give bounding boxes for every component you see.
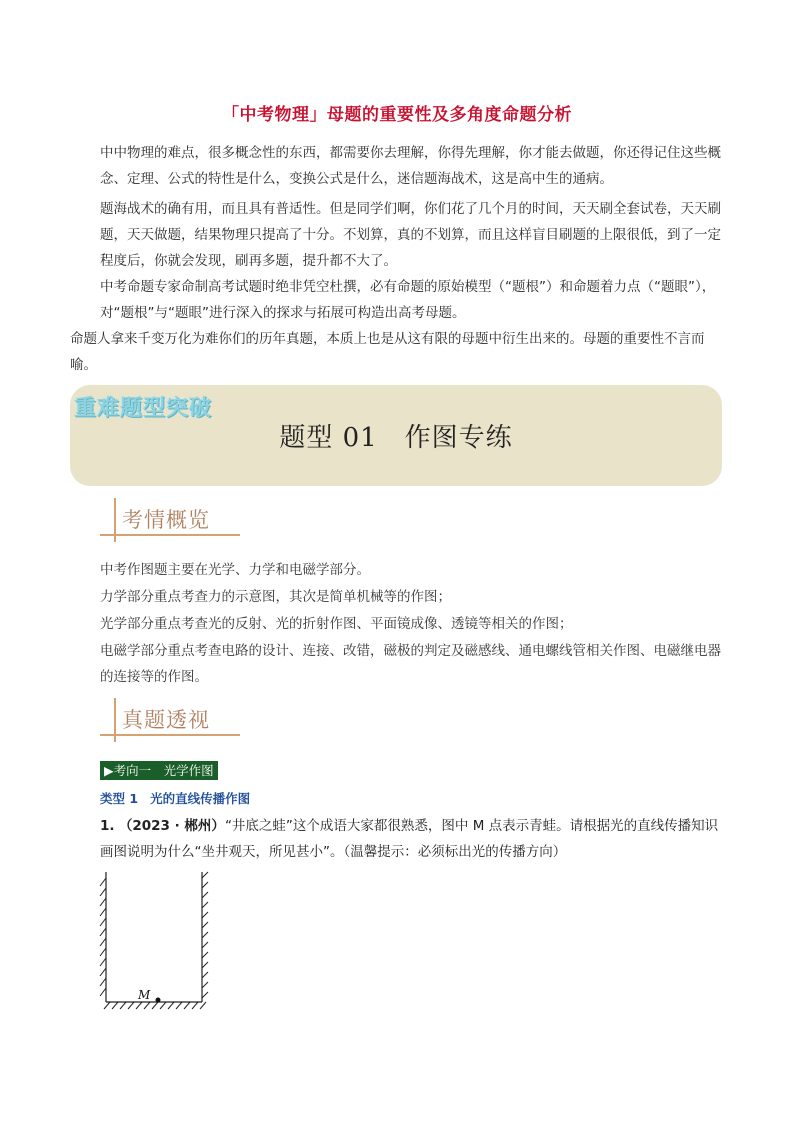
intro-paragraph-3 <box>100 274 722 326</box>
intro-paragraph-2-text: 题海战术的确有用，而且具有普适性。但是同学们啊，你们花了几个月的时间，天天刷全套试卷，天天刷题，天天做题，结果物理只提高了十分。不划算，真的不划算，而且这样盲目刷题的上限很低，到了一定程度后，你就会发现，刷再多题，提升都不大了。 <box>100 201 721 269</box>
intro-paragraph-4 <box>70 326 722 378</box>
well-figure <box>96 868 216 1018</box>
document-title: 「中考物理」母题的重要性及多角度命题分析 <box>222 105 572 125</box>
overview-line-3: 光学部分重点考查光的反射、光的折射作图、平面镜成像、透镜等相关的作图； <box>100 616 573 632</box>
point-m <box>156 998 161 1003</box>
question-text: “井底之蛙”这个成语大家都很熟悉，图中 M 点表示青蛙。请根据光的直线传播知识画图说明为什么“坐井观天，所见甚小”。（温馨提示：必须标出光的传播方向） <box>100 818 719 860</box>
well-left-hatching <box>100 878 106 996</box>
question-number: 1. <box>100 818 115 834</box>
point-m-label: M <box>138 988 151 1002</box>
section-heading-real-exam-text: 真题透视 <box>122 708 210 732</box>
heading-horizontal-bar <box>100 534 240 536</box>
section-heading-overview-text: 考情概览 <box>122 508 210 532</box>
banner-title: 题型 01 作图专练 <box>279 423 513 453</box>
type-number: 类型 1 <box>100 791 139 806</box>
overview-line-1: 中考作图题主要在光学、力学和电磁学部分。 <box>100 562 370 578</box>
type-title: 光的直线传播作图 <box>150 791 251 806</box>
question-1 <box>100 813 725 865</box>
type-label <box>100 789 250 807</box>
heading-horizontal-bar <box>100 734 240 736</box>
intro-paragraph-3-text: 中考命题专家命制高考试题时绝非凭空杜撰，必有命题的原始模型（“题根”）和命题着力点（“题眼”），对“题根”与“题眼”进行深入的探求与拓展可构造出高考母题。 <box>100 279 716 321</box>
section-heading-real-exam <box>100 698 260 742</box>
well-bottom-hatching <box>104 1002 206 1009</box>
banner-tag: 重难题型突破 <box>74 396 213 421</box>
overview-line-2: 力学部分重点考查力的示意图，其次是简单机械等的作图； <box>100 589 451 605</box>
section-heading-overview <box>100 498 260 542</box>
question-source: （2023 · 郴州） <box>118 818 225 834</box>
direction-tag: ▶考向一 光学作图 <box>100 761 218 780</box>
intro-paragraph-4-text: 命题人拿来千变万化为难你们的历年真题，本质上也是从这有限的母题中衍生出来的。母题的重要性不言而喻。 <box>70 331 705 373</box>
intro-paragraph-1-text: 中中物理的难点，很多概念性的东西，都需要你去理解，你得先理解，你才能去做题，你还得记住这些概念、定理、公式的特性是什么，变换公式是什么，迷信题海战术，这是高中生的通病。 <box>100 145 721 187</box>
well-right-hatching <box>202 872 208 998</box>
intro-paragraph-2 <box>100 196 722 274</box>
section-banner <box>70 385 722 486</box>
overview-line-4: 电磁学部分重点考查电路的设计、连接、改错，磁极的判定及磁感线、通电螺线管相关作图、电磁继电器的连接等的作图。 <box>100 643 721 685</box>
intro-paragraph-1 <box>100 140 722 192</box>
